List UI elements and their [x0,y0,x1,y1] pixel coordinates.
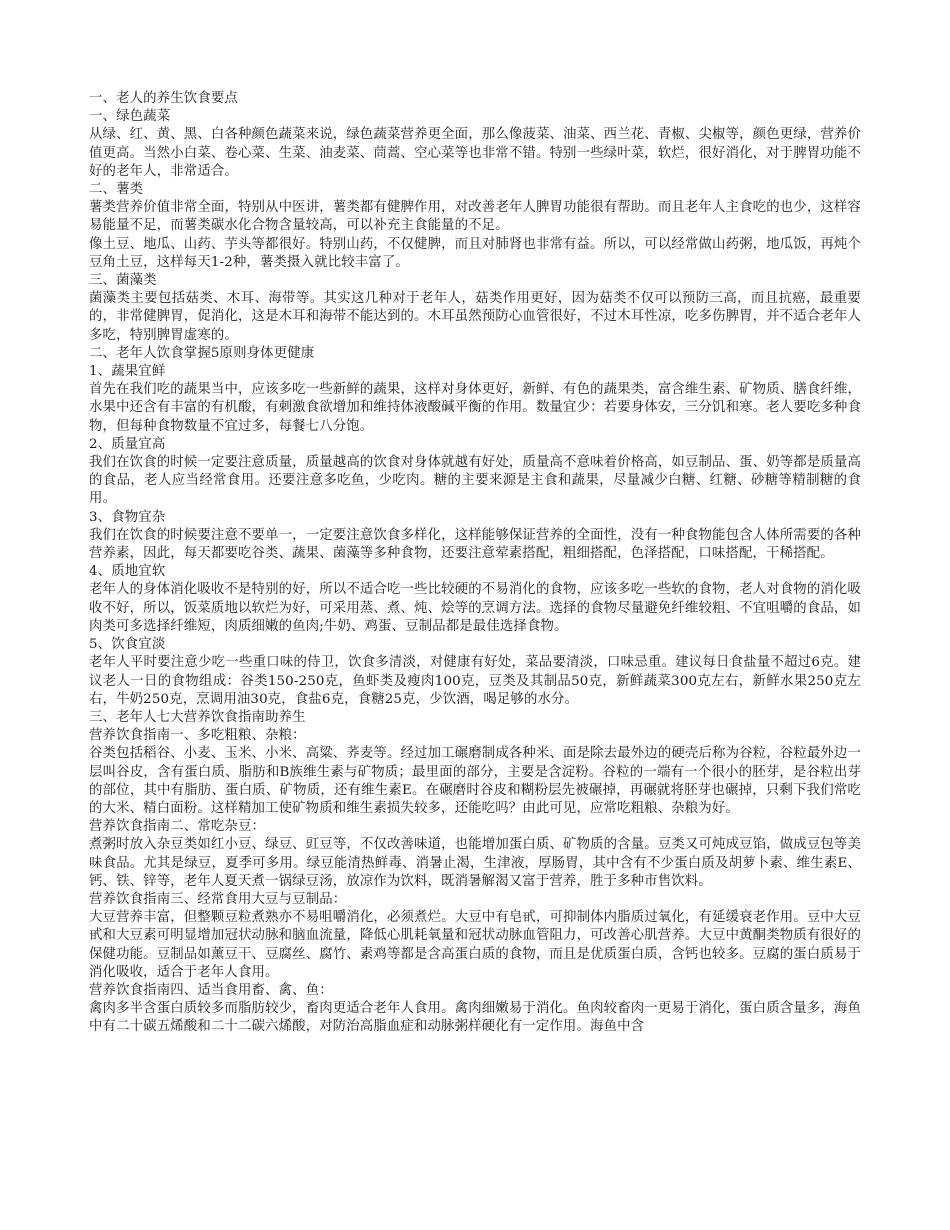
body-paragraph: 从绿、红、黄、黑、白各种颜色蔬菜来说，绿色蔬菜营养更全面，那么像菠菜、油菜、西兰花、青椒、尖椒等，颜色更绿，营养价值更高。当然小白菜、卷心菜、生菜、油麦菜、茼蒿、空心菜等也非常不错。特别一些绿叶菜，软烂，很好消化，对于脾胃功能不好的老年人，非常适合。 [89,127,861,179]
subsection-heading: 2、质量宜高 [89,436,166,452]
body-paragraph: 菌藻类主要包括菇类、木耳、海带等。其实这几种对于老年人，菇类作用更好，因为菇类不仅可以预防三高，而且抗癌，最重要的，非常健脾胃，促消化，这是木耳和海带不能达到的。木耳虽然预防心血管很好，不过木耳性凉，吃多伤脾胃，并不适合老年人多吃，特别脾胃虚寒的。 [89,291,861,343]
body-paragraph: 像土豆、地瓜、山药、芋头等都很好。特别山药，不仅健脾，而且对肺肾也非常有益。所以，可以经常做山药粥，地瓜饭，再炖个豆角土豆，这样每天1-2种，薯类摄入就比较丰富了。 [89,236,861,270]
body-paragraph: 谷类包括稻谷、小麦、玉米、小米、高粱、荞麦等。经过加工碾磨制成各种米、面是除去最外边的硬壳后称为谷粒，谷粒最外边一层叫谷皮，含有蛋白质、脂肪和B族维生素与矿物质；最里面的部分，主要是含淀粉。谷粒的一端有一个很小的胚芽，是谷粒出芽的部位，其中有脂肪、蛋白质、矿物质，还有维生素E。在碾磨时谷皮和糊粉层先被碾掉，再碾就将胚芽也碾掉，只剩下我们常吃的大米、精白面粉。这样精加工使矿物质和维生素损失较多，还能吃吗？由此可见，应常吃粗粮、杂粮为好。 [89,746,861,816]
body-paragraph: 大豆营养丰富，但整颗豆粒煮熟亦不易咀嚼消化，必须煮烂。大豆中有皂甙，可抑制体内脂质过氧化，有延缓衰老作用。豆中大豆甙和大豆素可明显增加冠状动脉和脑血流量，降低心肌耗氧量和冠状动脉血管阻力，可改善心肌营养。大豆中黄酮类物质有很好的保健功能。豆制品如薰豆干、豆腐丝、腐竹、素鸡等都是含高蛋白质的食物，而且是优质蛋白质，含钙也较多。豆腐的蛋白质易于消化吸收，适合于老年人食用。 [89,910,861,980]
body-paragraph: 我们在饮食的时候一定要注意质量，质量越高的饮食对身体就越有好处，质量高不意味着价格高，如豆制品、蛋、奶等都是质量高的食品，老人应当经常食用。还要注意多吃鱼，少吃肉。糖的主要来源是主食和蔬果，尽量减少白糖、红糖、砂糖等精制糖的食用。 [89,455,861,507]
subsection-heading: 营养饮食指南三、经常食用大豆与豆制品： [89,891,347,907]
section-heading: 三、老年人七大营养饮食指南助养生 [89,709,306,725]
subsection-heading: 1、蔬果宜鲜 [89,364,166,380]
subsection-heading: 4、质地宜软 [89,564,166,580]
body-paragraph: 禽肉多半含蛋白质较多而脂肪较少，畜肉更适合老年人食用。禽肉细嫩易于消化。鱼肉较畜肉一更易于消化，蛋白质含量多，海鱼中有二十碳五烯酸和二十二碳六烯酸，对防治高脂血症和动脉粥样硬化有一定作用。海鱼中含 [89,1001,861,1035]
subsection-heading: 营养饮食指南一、多吃粗粮、杂粮： [89,728,306,744]
body-paragraph: 薯类营养价值非常全面，特别从中医讲，薯类都有健脾作用，对改善老年人脾胃功能很有帮助。而且老年人主食吃的也少，这样容易能量不足，而薯类碳水化合物含量较高，可以补充主食能量的不足。 [89,200,861,234]
body-paragraph: 老年人的身体消化吸收不是特别的好，所以不适合吃一些比较硬的不易消化的食物，应该多吃一些软的食物，老人对食物的消化吸收不好，所以，饭菜质地以软烂为好，可采用蒸、煮、炖、烩等的烹调方法。选择的食物尽量避免纤维较粗、不宜咀嚼的食品，如肉类可多选择纤维短，肉质细嫩的鱼肉;牛奶、鸡蛋、豆制品都是最佳选择食物。 [89,582,861,634]
body-paragraph: 我们在饮食的时候要注意不要单一，一定要注意饮食多样化，这样能够保证营养的全面性，没有一种食物能包含人体所需要的各种营养素，因此，每天都要吃谷类、蔬果、菌藻等多种食物，还要注意荤素搭配，粗细搭配，色泽搭配，口味搭配，干稀搭配。 [89,527,861,562]
body-paragraph: 煮粥时放入杂豆类如红小豆、绿豆、豇豆等，不仅改善味道，也能增加蛋白质、矿物质的含量。豆类又可炖成豆馅，做成豆包等美味食品。尤其是绿豆，夏季可多用。绿豆能清热鲜毒、消暑止渴，生津液，厚肠胃，其中含有不少蛋白质及胡萝卜素、维生素E、钙、铁、锌等，老年人夏天煮一锅绿豆汤，放凉作为饮料，既消暑解渴又富于营养，胜于多种市售饮料。 [89,837,861,889]
subsection-heading: 营养饮食指南二、常吃杂豆： [89,819,266,835]
body-paragraph: 老年人平时要注意少吃一些重口味的侍卫，饮食多清淡，对健康有好处，菜品要清淡，口味忌重。建议每日食盐量不超过6克。建议老人一日的食物组成：谷类150-250克，鱼虾类及瘦肉100克，豆类及其制品50克，新鲜蔬菜300克左右，新鲜水果250克左右，牛奶250克，烹调用油30克，食盐6克，食糖25克，少饮酒，喝足够的水分。 [89,655,861,707]
subsection-heading: 5、饮食宜淡 [89,637,166,653]
body-paragraph: 首先在我们吃的蔬果当中，应该多吃一些新鲜的蔬果，这样对身体更好，新鲜、有色的蔬果类，富含维生素、矿物质、膳食纤维，水果中还含有丰富的有机酸，有刺激食欲增加和维持体液酸碱平衡的作用。数量宜少：若要身体安，三分饥和寒。老人要吃多种食物，但每种食物数量不宜过多，每餐七八分饱。 [89,382,861,434]
section-heading: 二、老年人饮食掌握5原则身体更健康 [89,345,315,361]
subsection-heading: 营养饮食指南四、适当食用畜、禽、鱼： [89,982,333,998]
subsection-heading: 三、菌藻类 [89,273,157,289]
subsection-heading: 3、食物宜杂 [89,509,166,525]
subsection-heading: 一、绿色蔬菜 [89,109,171,125]
document-body [89,90,861,1037]
subsection-heading: 二、薯类 [89,182,144,198]
section-heading: 一、老人的养生饮食要点 [89,91,238,106]
